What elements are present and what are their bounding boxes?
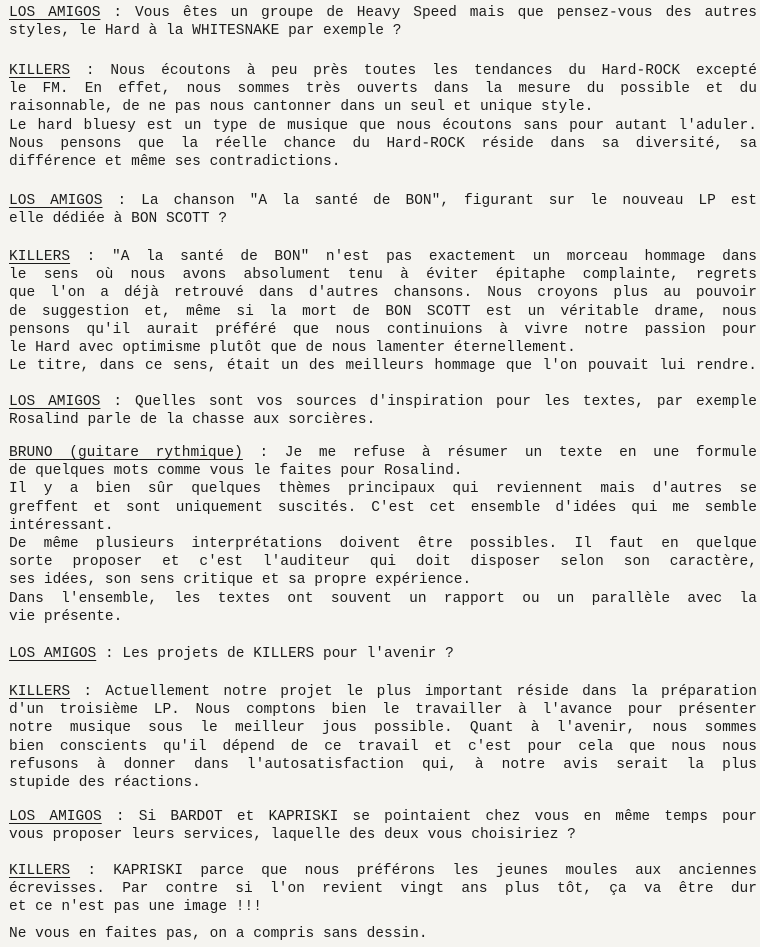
- line-text: Dans l'ensemble, les textes ont souvent un rapport ou un parallèle avec la: [9, 590, 757, 607]
- line-text: Ne vous en faites pas, on a compris sans dessin.: [9, 926, 428, 942]
- line-text: vie présente.: [9, 608, 123, 625]
- text-line: [9, 284, 757, 302]
- line-text: : Nous écoutons à peu près toutes les tendances du Hard-ROCK excepté: [70, 63, 757, 79]
- line-text: pensons qu'il aurait préféré que nous continuions à vivre notre passion pour: [9, 321, 757, 338]
- line-text: Nous pensons que la réelle chance du Hard-ROCK réside dans sa diversité, sa: [9, 135, 757, 152]
- line-text: : "A la santé de BON" n'est pas exactement un morceau hommage dans: [70, 249, 757, 265]
- text-line: [9, 608, 757, 626]
- line-text: que l'on a déjà retrouvé dans d'autres chansons. Nous croyons plus au pouvoir: [9, 285, 757, 302]
- line-text: Le titre, dans ce sens, était un des meilleurs hommage que l'on pouvait lui rendre.: [9, 358, 757, 375]
- line-text: : La chanson "A la santé de BON", figurant sur le nouveau LP est: [102, 193, 757, 209]
- line-text: différence et même ses contradictions.: [9, 153, 341, 170]
- line-text: : Actuellement notre projet le plus important réside dans la préparation: [70, 684, 757, 700]
- interview-paragraph: [9, 4, 757, 40]
- interview-paragraph: [9, 393, 757, 429]
- text-line: [9, 701, 757, 719]
- speaker-name: LOS AMIGOS: [9, 193, 103, 209]
- text-line: [9, 80, 757, 98]
- line-text: elle dédiée à BON SCOTT ?: [9, 211, 228, 228]
- text-line: [9, 248, 757, 266]
- speaker-name: KILLERS: [9, 684, 71, 700]
- interview-paragraph: [9, 683, 757, 792]
- interview-paragraph: [9, 248, 757, 375]
- line-text: Rosalind parle de la chasse aux sorcières.: [9, 412, 376, 429]
- line-text: de quelques mots comme vous le faites pour Rosalind.: [9, 463, 463, 480]
- text-line: [9, 192, 757, 210]
- line-text: le sens où nous avons absolument tenu à éviter épitaphe complainte, regrets: [9, 267, 757, 284]
- line-text: De même plusieurs interprétations doivent être possibles. Il faut en quelque: [9, 535, 757, 552]
- speaker-name: KILLERS: [9, 63, 71, 79]
- text-line: [9, 411, 757, 429]
- line-text: refusons à donner dans l'autosatisfaction qui, à notre avis serait la plus: [9, 756, 757, 773]
- line-text: sorte proposer et c'est l'auditeur qui doit disposer selon son caractère,: [9, 554, 757, 571]
- line-text: intéressant.: [9, 517, 114, 534]
- line-text: bien conscients qu'il dépend de ce travail et c'est pour cela que nous nous: [9, 738, 757, 755]
- interview-paragraph: [9, 444, 757, 626]
- text-line: [9, 553, 757, 571]
- line-text: raisonnable, de ne pas nous cantonner dans un seul et unique style.: [9, 99, 594, 116]
- text-line: [9, 808, 757, 826]
- text-line: [9, 774, 757, 792]
- text-line: [9, 98, 757, 116]
- line-text: d'un troisième LP. Nous comptons bien le travailler à l'avance pour présenter: [9, 702, 757, 719]
- text-line: [9, 210, 757, 228]
- line-text: le FM. En effet, nous sommes très ouverts dans la mesure du possible et du: [9, 81, 757, 98]
- text-line: [9, 462, 757, 480]
- interview-paragraph: [9, 925, 757, 943]
- text-line: [9, 62, 757, 80]
- speaker-name: KILLERS: [9, 249, 71, 265]
- line-text: Il y a bien sûr quelques thèmes principaux qui reviennent mais d'autres se: [9, 481, 757, 498]
- text-line: [9, 266, 757, 284]
- speaker-name: KILLERS: [9, 863, 71, 879]
- text-line: [9, 321, 757, 339]
- text-line: [9, 499, 757, 517]
- line-text: le Hard avec optimisme plutôt que de nous lamenter éternellement.: [9, 339, 576, 356]
- text-line: [9, 590, 757, 608]
- line-text: greffent et sont uniquement suscités. C'est cet ensemble d'idées qui me semble: [9, 499, 757, 516]
- text-line: [9, 303, 757, 321]
- text-line: [9, 153, 757, 171]
- line-text: écrevisses. Par contre si l'on revient vingt ans plus tôt, ça va être dur: [9, 881, 757, 898]
- line-text: de suggestion et, même si la mort de BON SCOTT est un véritable drame, nous: [9, 303, 757, 320]
- interview-paragraph: [9, 62, 757, 171]
- text-line: [9, 480, 757, 498]
- speaker-name: LOS AMIGOS: [9, 646, 97, 662]
- interview-paragraph: [9, 192, 757, 228]
- line-text: : Les projets de KILLERS pour l'avenir ?: [96, 646, 454, 662]
- line-text: notre musique sous le meilleur jous possible. Quant à l'avenir, nous sommes: [9, 720, 757, 737]
- text-line: [9, 645, 757, 663]
- interview-paragraph: [9, 808, 757, 844]
- line-text: : Quelles sont vos sources d'inspiration pour les textes, par exemple: [100, 394, 757, 410]
- speaker-name: LOS AMIGOS: [9, 5, 101, 21]
- text-line: [9, 826, 757, 844]
- text-line: [9, 925, 757, 943]
- text-line: [9, 756, 757, 774]
- line-text: : KAPRISKI parce que nous préférons les jeunes moules aux anciennes: [70, 863, 757, 879]
- interview-paragraph: [9, 645, 757, 663]
- text-line: [9, 898, 757, 916]
- interview-paragraph: [9, 862, 757, 917]
- text-line: [9, 4, 757, 22]
- text-line: [9, 117, 757, 135]
- text-line: [9, 862, 757, 880]
- text-line: [9, 880, 757, 898]
- text-line: [9, 357, 757, 375]
- text-line: [9, 571, 757, 589]
- text-line: [9, 135, 757, 153]
- text-line: [9, 683, 757, 701]
- text-line: [9, 22, 757, 40]
- line-text: et ce n'est pas une image !!!: [9, 899, 262, 916]
- line-text: ses idées, son sens critique et sa propre expérience.: [9, 572, 472, 589]
- line-text: : Si BARDOT et KAPRISKI se pointaient chez vous en même temps pour: [101, 809, 757, 825]
- speaker-name: LOS AMIGOS: [9, 809, 102, 825]
- line-text: Le hard bluesy est un type de musique que nous écoutons sans pour autant l'aduler.: [9, 117, 757, 134]
- text-line: [9, 444, 757, 462]
- line-text: vous proposer leurs services, laquelle des deux vous choisiriez ?: [9, 827, 576, 844]
- text-line: [9, 738, 757, 756]
- text-line: [9, 535, 757, 553]
- text-line: [9, 393, 757, 411]
- line-text: stupide des réactions.: [9, 774, 201, 791]
- speaker-name: LOS AMIGOS: [9, 394, 101, 410]
- text-line: [9, 517, 757, 535]
- text-line: [9, 719, 757, 737]
- line-text: : Je me refuse à résumer un texte en une formule: [242, 445, 757, 461]
- line-text: : Vous êtes un groupe de Heavy Speed mais que pensez-vous des autres: [100, 5, 758, 21]
- line-text: styles, le Hard à la WHITESNAKE par exemple ?: [9, 23, 402, 40]
- text-line: [9, 339, 757, 357]
- speaker-name: BRUNO (guitare rythmique): [9, 445, 243, 461]
